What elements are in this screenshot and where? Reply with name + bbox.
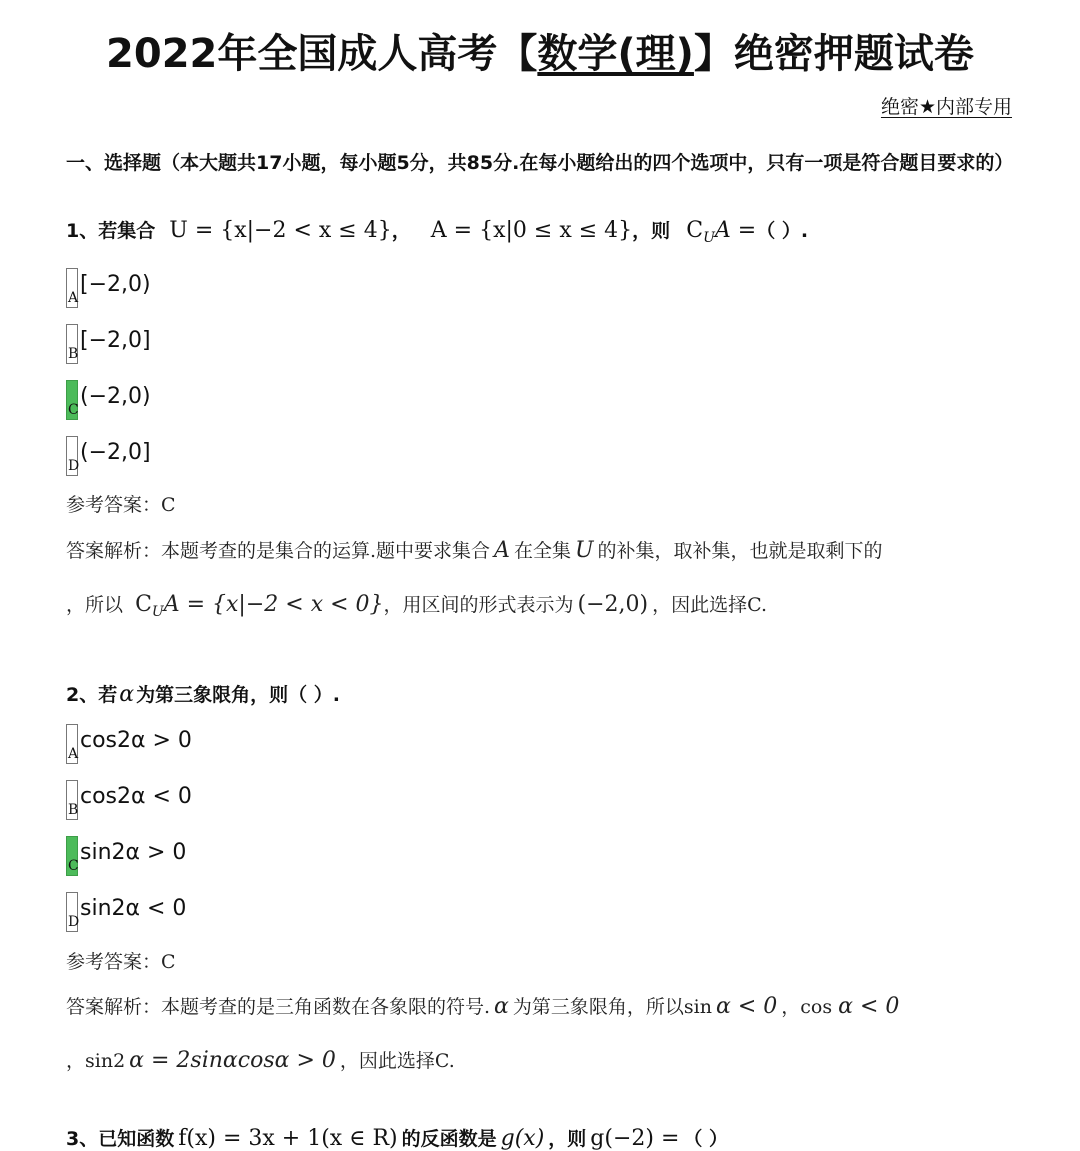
q2-answer-reference: 参考答案：C xyxy=(66,951,176,973)
option-marker: D xyxy=(66,892,78,932)
q2-option-d[interactable]: D sin2α < 0 xyxy=(66,892,186,932)
option-marker-selected: C xyxy=(66,836,78,876)
q2-option-a[interactable]: A cos2α > 0 xyxy=(66,724,192,764)
q1-analysis-line-2: ，所以 $C_UA = \{x|-2 < x < 0\}$，用区间的形式表示为 (−2,0) ，因此选择C. xyxy=(66,592,768,620)
title-subject: 数学(理) xyxy=(537,31,694,77)
title-text-1: 2022年全国成人高考【 xyxy=(106,31,538,77)
q1-analysis-line-1: 答案解析：本题考查的是集合的运算.题中要求集合 A 在全集 U 的补集，取补集，也就是取剩下的 xyxy=(66,538,883,563)
question-3-stem-partial: 3、已知函数 f(x) = 3x + 1(x ∈ R) 的反函数是 g(x) ，则 g(−2) = （ ） xyxy=(66,1126,729,1151)
q2-option-c[interactable]: C sin2α > 0 xyxy=(66,836,186,876)
option-marker: B xyxy=(66,324,78,364)
question-1-stem: 1、若集合 U = {x|−2 < x ≤ 4}， A = {x|0 ≤ x ≤ 4}，则 $C_UA$ =（ ）. xyxy=(66,218,809,246)
q1-set-u: U = {x|−2 < x ≤ 4} xyxy=(169,218,392,243)
q1-option-d[interactable]: D (−2,0] xyxy=(66,436,151,476)
title-text-2: 】绝密押题试卷 xyxy=(693,31,974,77)
q2-analysis-line-2: ，sin2 α = 2sinαcosα > 0 ，因此选择C. xyxy=(66,1048,455,1073)
question-2-stem: 2、若α 为第三象限角，则（ ）. xyxy=(66,682,340,707)
option-marker: D xyxy=(66,436,78,476)
q2-option-b[interactable]: B cos2α < 0 xyxy=(66,780,192,820)
page-title xyxy=(0,22,1080,79)
q2-analysis-line-1: 答案解析：本题考查的是三角函数在各象限的符号. α 为第三象限角，所以sin α < 0 ，cos α < 0 xyxy=(66,994,900,1019)
option-marker: B xyxy=(66,780,78,820)
q1-option-c[interactable]: C (−2,0) xyxy=(66,380,151,420)
option-marker-selected: C xyxy=(66,380,78,420)
confidential-label: 绝密★内部专用 xyxy=(880,96,1012,118)
q1-complement: $C_UA$ = xyxy=(686,218,757,246)
section-heading: 一、选择题（本大题共17小题，每小题5分，共85分.在每小题给出的四个选项中，只有一项是符合题目要求的） xyxy=(66,152,1014,174)
q1-option-b[interactable]: B [−2,0] xyxy=(66,324,151,364)
q1-answer-reference: 参考答案：C xyxy=(66,494,176,516)
q1-option-a[interactable]: A [−2,0) xyxy=(66,268,151,308)
option-marker: A xyxy=(66,724,78,764)
option-marker: A xyxy=(66,268,78,308)
q1-set-a: A = {x|0 ≤ x ≤ 4} xyxy=(430,218,633,243)
